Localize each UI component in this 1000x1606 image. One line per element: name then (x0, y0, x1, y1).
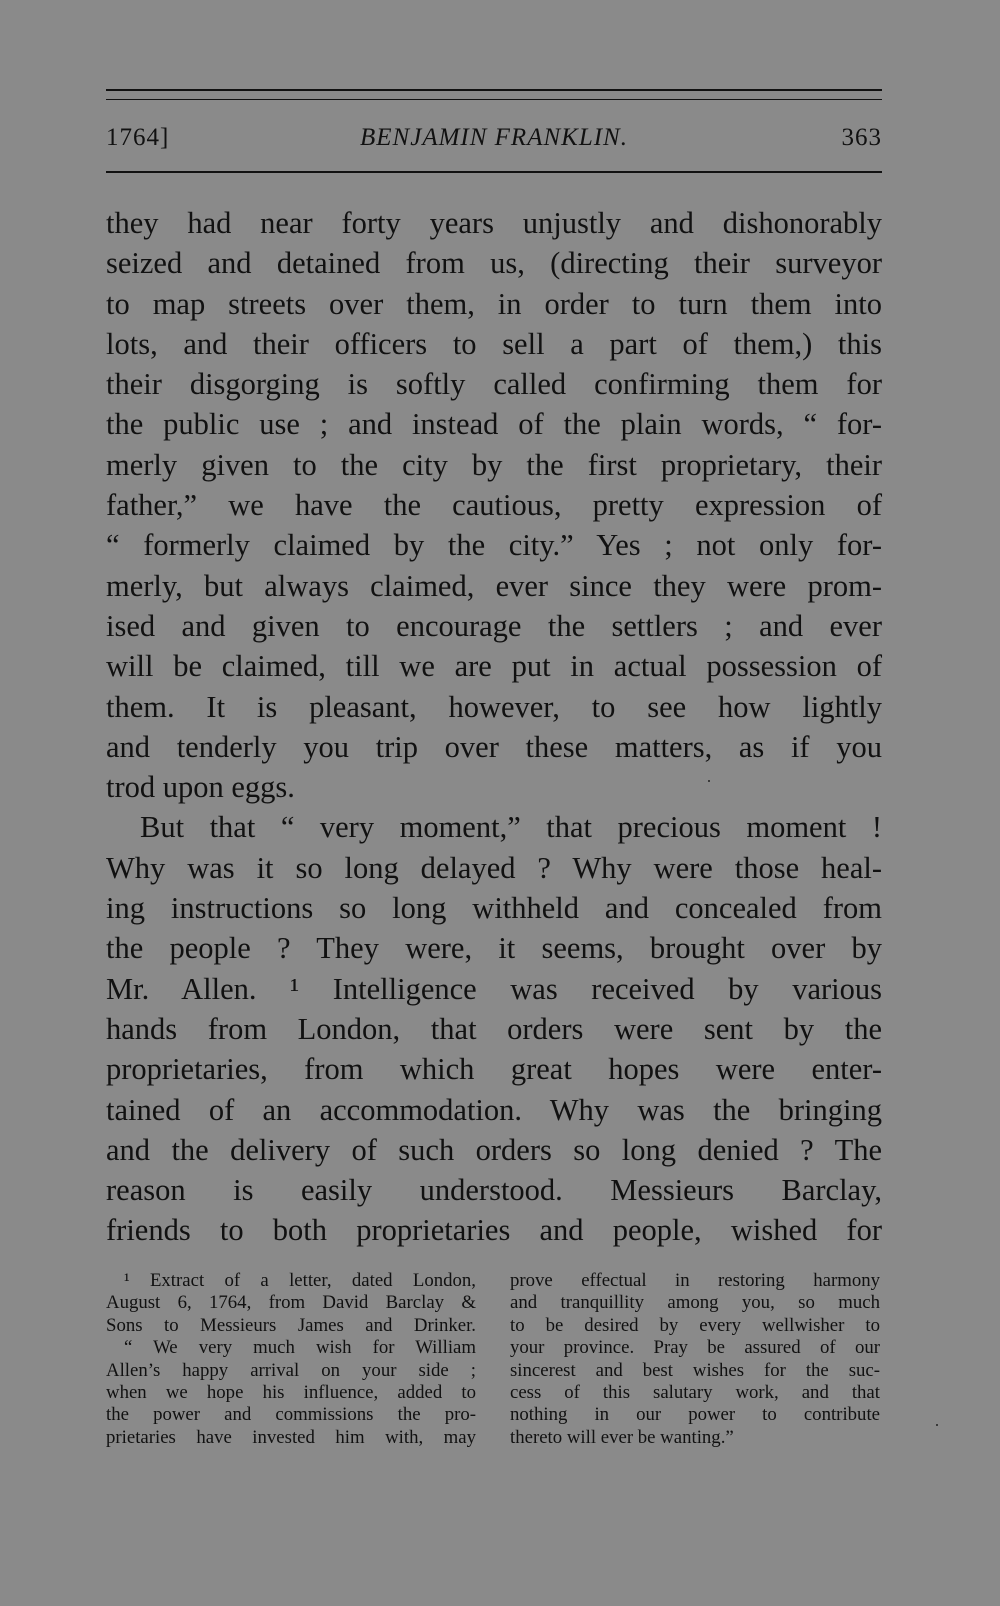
text-line: reason is easily understood. Messieurs Barclay, (106, 1173, 882, 1208)
text-line: them. It is pleasant, however, to see how lightly (106, 689, 882, 724)
text-line: merly, but always claimed, ever since they were prom- (106, 568, 882, 603)
top-double-rule-lower (106, 99, 882, 100)
text-line: tained of an accommodation. Why was the bringing (106, 1092, 882, 1127)
footnote-line: Sons to Messieurs James and Drinker. (106, 1314, 476, 1336)
text-line: But that “ very moment,” that precious moment ! (140, 810, 882, 845)
footnote-line: and tranquillity among you, so much (510, 1292, 880, 1314)
text-line: “ formerly claimed by the city.” Yes ; not only for- (106, 528, 882, 563)
print-speck (708, 780, 710, 782)
text-line: trod upon eggs. (106, 770, 295, 805)
text-line: merly given to the city by the first proprietary, their (106, 447, 882, 482)
footnote-line: the power and commissions the pro- (106, 1404, 476, 1426)
footnote-line: cess of this salutary work, and that (510, 1381, 880, 1403)
text-line: will be claimed, till we are put in actual possession of (106, 649, 882, 684)
text-line: friends to both proprietaries and people, wished for (106, 1213, 882, 1248)
text-line: and the delivery of such orders so long denied ? The (106, 1132, 882, 1167)
footnote-line: “ We very much wish for William (124, 1337, 476, 1359)
text-line: to map streets over them, in order to turn them into (106, 286, 882, 321)
header-title: BENJAMIN FRANKLIN. (360, 124, 628, 151)
footnote-column-right (510, 1270, 880, 1449)
text-line: the public use ; and instead of the plain words, “ for- (106, 407, 882, 442)
footnote-line: August 6, 1764, from David Barclay & (106, 1292, 476, 1314)
text-line: lots, and their officers to sell a part of them,) this (106, 326, 882, 361)
text-line: ised and given to encourage the settlers ; and ever (106, 608, 882, 643)
running-header (106, 124, 882, 164)
text-line: the people ? They were, it seems, brought over by (106, 931, 882, 966)
text-line: their disgorging is softly called confirming them for (106, 367, 882, 402)
footnote-line: prietaries have invested him with, may (106, 1426, 476, 1448)
text-line: Why was it so long delayed ? Why were those heal- (106, 850, 882, 885)
header-year: 1764] (106, 124, 170, 151)
text-line: and tenderly you trip over these matters, as if you (106, 729, 882, 764)
footnote-line: ¹ Extract of a letter, dated London, (124, 1270, 476, 1291)
text-line: seized and detained from us, (directing their surveyor (106, 246, 882, 281)
text-line: father,” we have the cautious, pretty expression of (106, 488, 882, 523)
footnote-line: your province. Pray be assured of our (510, 1337, 880, 1359)
footnote-line: nothing in our power to contribute (510, 1404, 880, 1426)
text-line: they had near forty years unjustly and dishonorably (106, 206, 882, 240)
footnote-line: thereto will ever be wanting.” (510, 1426, 734, 1448)
body-text (106, 203, 882, 1251)
footnote-line: when we hope his influence, added to (106, 1381, 476, 1403)
text-line: hands from London, that orders were sent by the (106, 1011, 882, 1046)
text-line: Mr. Allen. ¹ Intelligence was received by various (106, 971, 882, 1006)
footnote-line: to be desired by every wellwisher to (510, 1314, 880, 1336)
footnote-line: sincerest and best wishes for the suc- (510, 1359, 880, 1381)
text-line: proprietaries, from which great hopes were enter- (106, 1052, 882, 1087)
footnote-column-left (106, 1270, 476, 1449)
header-rule (106, 171, 882, 173)
print-speck (936, 1424, 938, 1426)
text-line: ing instructions so long withheld and concealed from (106, 891, 882, 926)
footnote-line: Allen’s happy arrival on your side ; (106, 1359, 476, 1381)
top-double-rule-upper (106, 89, 882, 91)
footnote-line: prove effectual in restoring harmony (510, 1270, 880, 1291)
page-number: 363 (841, 124, 882, 151)
